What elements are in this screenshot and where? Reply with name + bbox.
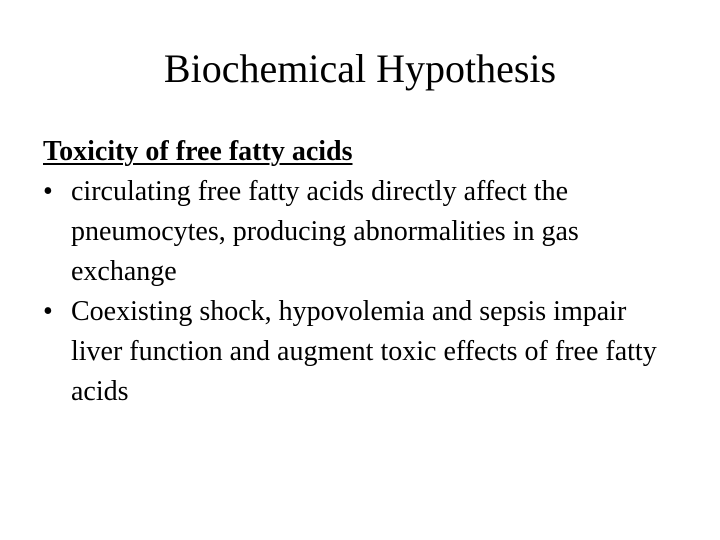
bullet-text: Coexisting shock, hypovolemia and sepsis impair liver function and augment toxic effects of free fatty acids (71, 296, 657, 407)
slide-title: Biochemical Hypothesis (163, 46, 557, 91)
bullet-icon: • (43, 296, 53, 327)
bullet-text: circulating free fatty acids directly affect the pneumocytes, producing abnormalities in gas exchange (71, 176, 579, 287)
section-subheading: Toxicity of free fatty acids (43, 136, 353, 167)
bullet-icon: • (43, 176, 53, 207)
bullet-item (43, 292, 683, 412)
bullet-list (43, 172, 683, 412)
slide-body (43, 132, 683, 412)
bullet-item (43, 172, 683, 292)
